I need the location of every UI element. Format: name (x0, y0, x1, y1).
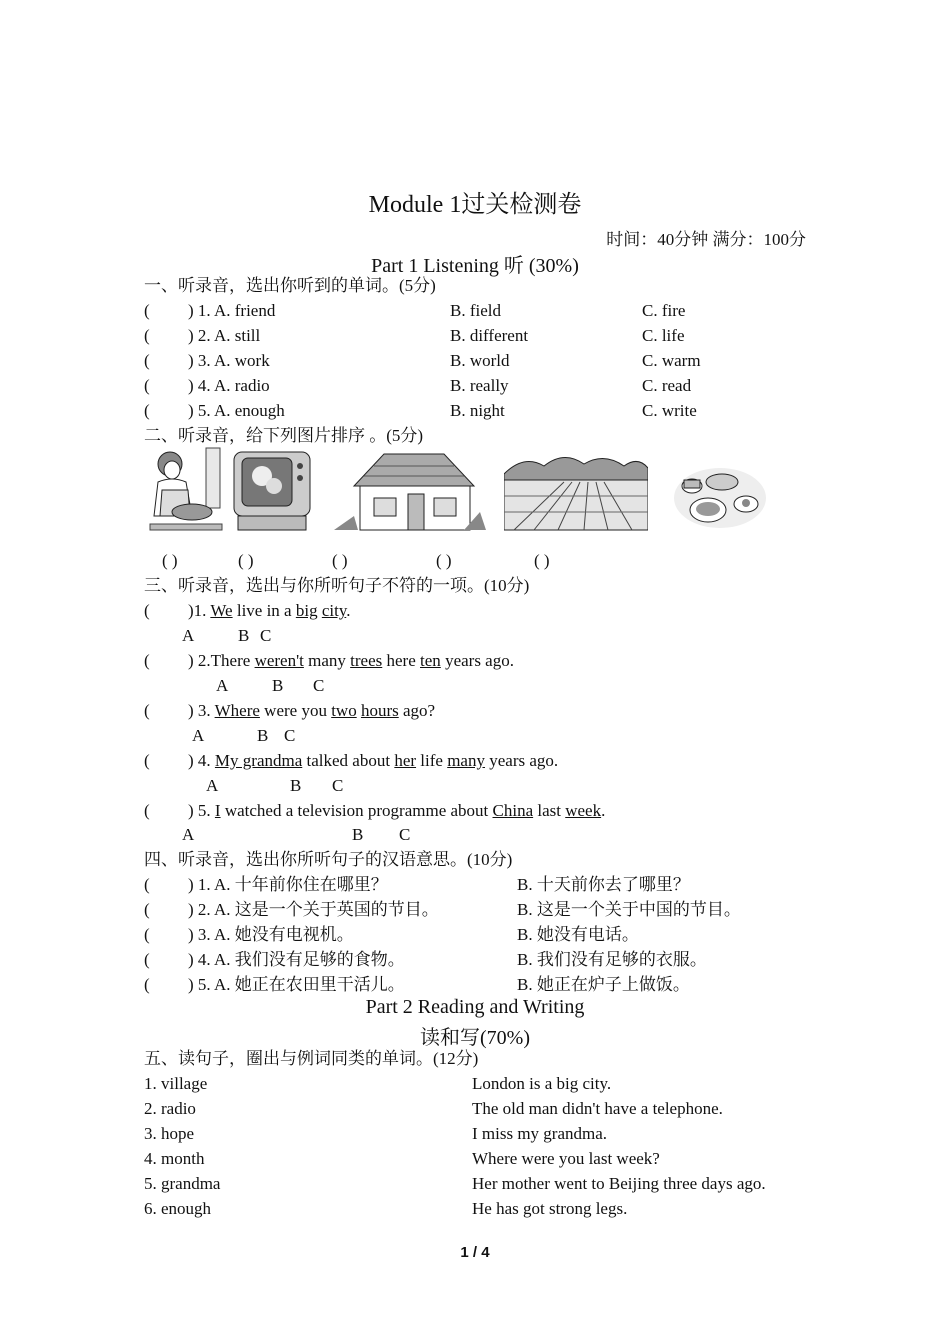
s1-item-a: ) 1. A. friend (188, 301, 276, 320)
letter-b: B (257, 726, 269, 745)
s3-underline-c: week (565, 801, 602, 820)
s3-sentence-text (188, 598, 350, 623)
order-blank-3[interactable]: ( ) (332, 551, 348, 570)
s3-open: ( (144, 601, 150, 620)
s3-text: here (382, 651, 421, 670)
s4-open: ( (144, 925, 150, 944)
s3-letters (144, 822, 824, 847)
s3-underline-c: city (321, 601, 347, 620)
s5-sentence: Where were you last week? (472, 1149, 660, 1168)
order-blank-1[interactable]: ( ) (162, 551, 178, 570)
s4-item-a: ) 3. A. 她没有电视机。 (188, 925, 354, 944)
s1-item-a: ) 5. A. enough (188, 401, 285, 420)
letter-a: A (182, 825, 195, 844)
s3-underline-c: many (447, 751, 485, 770)
letter-c: C (260, 626, 272, 645)
s1-item-c: C. write (642, 401, 697, 420)
s1-item (144, 398, 824, 423)
s5-item (144, 1121, 824, 1146)
s4-item-a: ) 5. A. 她正在农田里干活儿。 (188, 975, 405, 994)
part1-heading: Part 1 Listening 听 (30%) (371, 255, 579, 277)
s5-word: 6. enough (144, 1199, 212, 1218)
s1-open: ( (144, 376, 150, 395)
letter-a: A (206, 776, 219, 795)
letter-b: B (290, 776, 302, 795)
s3-text: years ago. (484, 751, 559, 770)
s5-word: 4. month (144, 1149, 205, 1168)
exam-meta: 时间：40分钟 满分：100分 (606, 230, 806, 249)
s3-sentence-text (188, 798, 605, 823)
s3-sentence (144, 598, 824, 623)
s4-item-b: B. 这是一个关于中国的节目。 (517, 900, 741, 919)
s3-sentence-text (188, 748, 558, 773)
s4-item-b: B. 十天前你去了哪里？ (517, 875, 690, 894)
picture-order-blanks (144, 548, 824, 573)
s4-item (144, 947, 824, 972)
letter-b: B (238, 626, 250, 645)
s1-item (144, 373, 824, 398)
s1-open: ( (144, 301, 150, 320)
letter-a: A (216, 676, 229, 695)
s3-sentence-text (188, 648, 514, 673)
s1-item (144, 298, 824, 323)
s3-underline-a: Where (214, 701, 260, 720)
s3-text: live in a (232, 601, 296, 620)
s5-item (144, 1096, 824, 1121)
s5-sentence: He has got strong legs. (472, 1199, 628, 1218)
s4-open: ( (144, 875, 150, 894)
s3-underline-b: big (295, 601, 318, 620)
page-number: 1 / 4 (460, 1244, 490, 1261)
s3-text: . (601, 801, 606, 820)
s3-underline-c: hours (360, 701, 399, 720)
s3-underline-b: trees (350, 651, 383, 670)
letter-c: C (284, 726, 296, 745)
picture-strip (148, 446, 778, 536)
s3-text: years ago. (440, 651, 514, 670)
s1-item-c: C. read (642, 376, 692, 395)
s3-letters (144, 623, 824, 648)
s3-text: ago? (398, 701, 436, 720)
s5-word: 3. hope (144, 1124, 195, 1143)
s4-item-b: B. 我们没有足够的衣服。 (517, 950, 707, 969)
section4-title: 四、听录音，选出你所听句子的汉语意思。(10分) (144, 850, 513, 869)
s4-item-a: ) 1. A. 十年前你住在哪里？ (188, 875, 388, 894)
s3-open: ( (144, 751, 150, 770)
s3-sentence (144, 748, 824, 773)
s5-item (144, 1171, 824, 1196)
part2-subheading: 读和写(70%) (420, 1027, 530, 1049)
s4-item (144, 897, 824, 922)
s4-item-b: B. 她没有电话。 (517, 925, 639, 944)
s5-sentence: I miss my grandma. (472, 1124, 608, 1143)
s4-item-a: ) 2. A. 这是一个关于英国的节目。 (188, 900, 439, 919)
s3-open: ( (144, 701, 150, 720)
s5-item (144, 1196, 824, 1221)
s1-open: ( (144, 326, 150, 345)
s1-open: ( (144, 401, 150, 420)
s5-item (144, 1146, 824, 1171)
s3-letters (144, 723, 824, 748)
s1-item-c: C. life (642, 326, 685, 345)
letter-b: B (352, 825, 364, 844)
s3-num: ) 4. (188, 751, 215, 770)
s4-open: ( (144, 950, 150, 969)
s4-open: ( (144, 900, 150, 919)
s1-item-b: B. field (450, 301, 501, 320)
s4-item (144, 872, 824, 897)
s4-item (144, 922, 824, 947)
s5-word: 5. grandma (144, 1174, 221, 1193)
s3-text: watched a television programme about (220, 801, 493, 820)
s5-item (144, 1071, 824, 1096)
s3-underline-a: weren't (254, 651, 304, 670)
s3-sentence-text (188, 698, 435, 723)
s3-text: many (303, 651, 351, 670)
s4-item-b: B. 她正在炉子上做饭。 (517, 975, 690, 994)
letter-c: C (313, 676, 325, 695)
s3-text: . (346, 601, 351, 620)
letter-a: A (182, 626, 195, 645)
s3-underline-b: China (492, 801, 534, 820)
s5-word: 1. village (144, 1074, 208, 1093)
s3-num: ) 5. (188, 801, 215, 820)
s3-num: ) 3. (188, 701, 215, 720)
s3-sentence (144, 648, 824, 673)
s3-num: )1. (188, 601, 211, 620)
s5-sentence: Her mother went to Beijing three days ago. (472, 1174, 766, 1193)
s3-open: ( (144, 651, 150, 670)
s3-text: life (416, 751, 448, 770)
s3-underline-a: I (214, 801, 221, 820)
s4-item (144, 972, 824, 997)
s4-item-a: ) 4. A. 我们没有足够的食物。 (188, 950, 405, 969)
s4-open: ( (144, 975, 150, 994)
letter-c: C (332, 776, 344, 795)
s3-letters (144, 773, 824, 798)
s1-item-b: B. night (450, 401, 505, 420)
s3-text: last (533, 801, 566, 820)
section2-title: 二、听录音，给下列图片排序 。(5分) (144, 426, 424, 445)
s1-item-c: C. fire (642, 301, 686, 320)
section5-title: 五、读句子，圈出与例词同类的单词。(12分) (144, 1049, 479, 1068)
s3-text: talked about (302, 751, 395, 770)
s1-item (144, 323, 824, 348)
section3-title: 三、听录音，选出与你所听句子不符的一项。(10分) (144, 576, 530, 595)
s1-item-b: B. different (450, 326, 529, 345)
letter-b: B (272, 676, 284, 695)
s1-item-b: B. world (450, 351, 510, 370)
television-picture (232, 446, 312, 534)
s3-underline-c: ten (420, 651, 441, 670)
breakfast-food-picture (672, 446, 768, 534)
s3-underline-b: two (331, 701, 357, 720)
woman-cooking-picture (148, 446, 224, 534)
part2-heading: Part 2 Reading and Writing (365, 996, 585, 1018)
order-blank-5[interactable]: ( ) (534, 551, 550, 570)
farm-field-picture (504, 446, 648, 534)
s1-item-a: ) 2. A. still (188, 326, 261, 345)
s3-underline-a: My grandma (214, 751, 303, 770)
s1-item-b: B. really (450, 376, 509, 395)
letter-c: C (399, 825, 411, 844)
s3-open: ( (144, 801, 150, 820)
s1-item (144, 348, 824, 373)
s3-letters (144, 673, 824, 698)
s3-sentence (144, 798, 824, 823)
s3-num: ) 2.There (188, 651, 255, 670)
section1-title: 一、听录音，选出你听到的单词。(5分) (144, 276, 436, 295)
s1-item-a: ) 4. A. radio (188, 376, 270, 395)
house-picture (334, 446, 486, 534)
s1-item-a: ) 3. A. work (188, 351, 270, 370)
letter-a: A (192, 726, 205, 745)
order-blank-2[interactable]: ( ) (238, 551, 254, 570)
order-blank-4[interactable]: ( ) (436, 551, 452, 570)
s3-underline-a: We (210, 601, 233, 620)
s3-text: were you (259, 701, 332, 720)
s1-item-c: C. warm (642, 351, 701, 370)
s5-sentence: London is a big city. (472, 1074, 612, 1093)
s5-word: 2. radio (144, 1099, 196, 1118)
s1-open: ( (144, 351, 150, 370)
s3-underline-b: her (394, 751, 417, 770)
s3-sentence (144, 698, 824, 723)
page-title: Module 1过关检测卷 (368, 192, 582, 218)
s5-sentence: The old man didn't have a telephone. (472, 1099, 723, 1118)
